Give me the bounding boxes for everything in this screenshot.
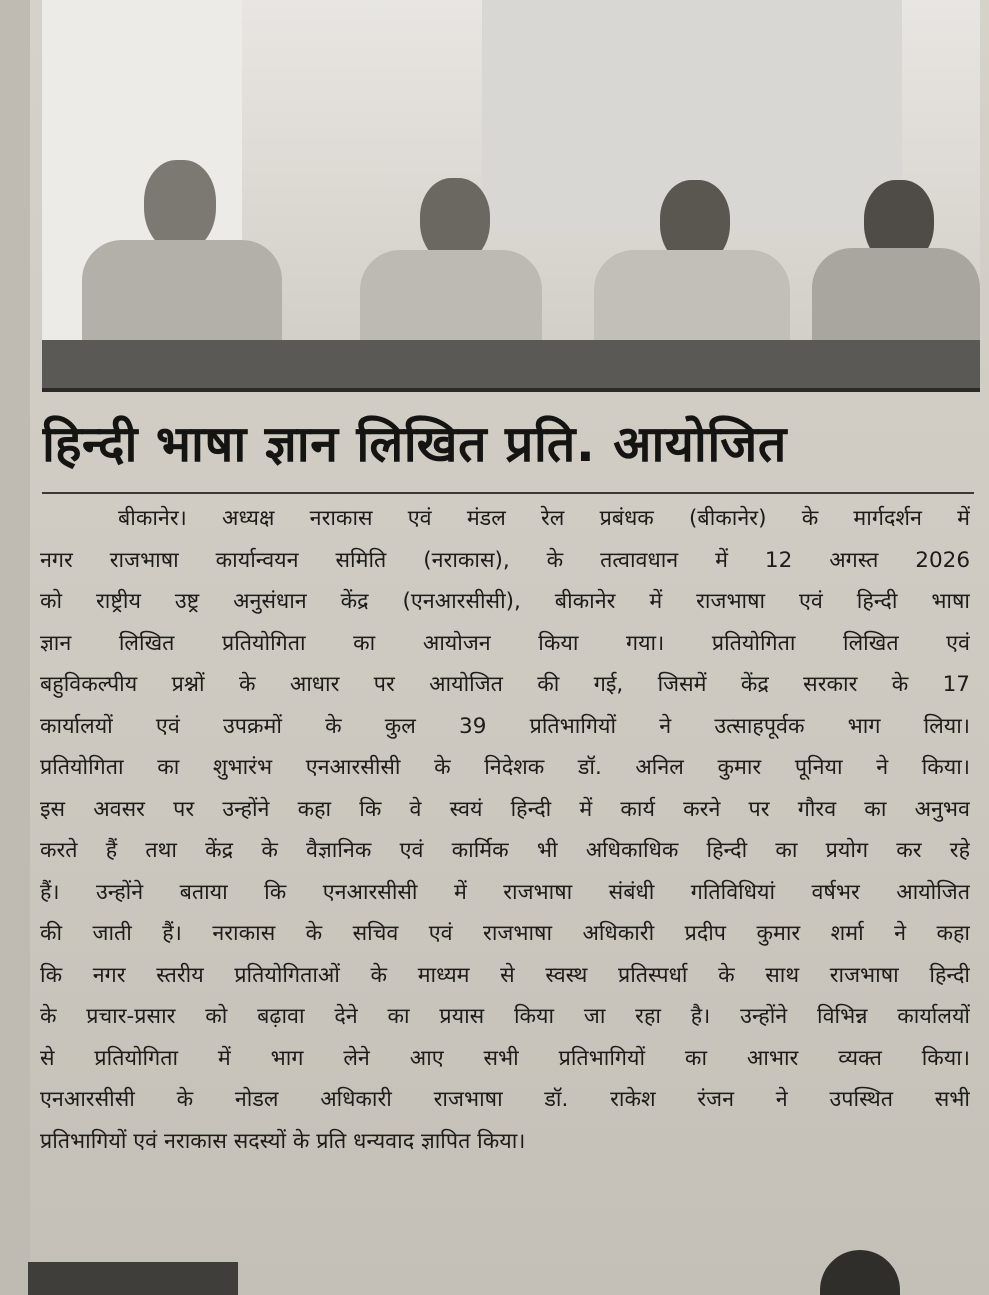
article-line: हैं। उन्होंने बताया कि एनआरसीसी में राजभाषा संबंधी गतिविधियां वर्षभर आयोजित [40, 879, 970, 905]
article-line: ज्ञान लिखित प्रतियोगिता का आयोजन किया गया। प्रतियोगिता लिखित एवं [40, 630, 970, 656]
article-line: की जाती हैं। नराकास के सचिव एवं राजभाषा अधिकारी प्रदीप कुमार शर्मा ने कहा [40, 921, 970, 946]
page-edge [0, 0, 30, 1295]
article-line: करते हैं तथा केंद्र के वैज्ञानिक एवं कार्मिक भी अधिकाधिक हिन्दी का प्रयोग कर रहे [40, 838, 970, 863]
article-line: एनआरसीसी के नोडल अधिकारी राजभाषा डॉ. राकेश रंजन ने उपस्थित सभी [40, 1087, 970, 1112]
news-photo [42, 0, 980, 388]
article-line: बहुविकल्पीय प्रश्नों के आधार पर आयोजित की गई, जिसमें केंद्र सरकार के 17 [40, 672, 970, 697]
article-line: से प्रतियोगिता में भाग लेने आए सभी प्रतिभागियों का आभार व्यक्त किया। [40, 1045, 970, 1071]
article-line: प्रतिभागियों एवं नराकास सदस्यों के प्रति धन्यवाद ज्ञापित किया। [40, 1128, 526, 1154]
next-article-photo [820, 1250, 900, 1295]
article-line: इस अवसर पर उन्होंने कहा कि वे स्वयं हिन्दी में कार्य करने पर गौरव का अनुभव [40, 796, 970, 822]
article-line: प्रतियोगिता का शुभारंभ एनआरसीसी के निदेशक डॉ. अनिल कुमार पूनिया ने किया। [40, 755, 970, 780]
article-line: नगर राजभाषा कार्यान्वयन समिति (नराकास), के तत्वावधान में 12 अगस्त 2026 [40, 547, 970, 573]
next-article-photo [28, 1262, 238, 1295]
photo-table [42, 340, 980, 388]
article-line: के प्रचार-प्रसार को बढ़ावा देने का प्रयास किया जा रहा है। उन्होंने विभिन्न कार्यालयों [40, 1004, 970, 1029]
headline: हिन्दी भाषा ज्ञान लिखित प्रति. आयोजित [42, 415, 787, 473]
article-line: बीकानेर। अध्यक्ष नराकास एवं मंडल रेल प्रबंधक (बीकानेर) के मार्गदर्शन में [118, 506, 970, 531]
headline-rule [42, 492, 974, 494]
photo-bottom-rule [42, 388, 980, 392]
article-line: कि नगर स्तरीय प्रतियोगिताओं के माध्यम से स्वस्थ प्रतिस्पर्धा के साथ राजभाषा हिन्दी [40, 962, 970, 988]
article-line: को राष्ट्रीय उष्ट्र अनुसंधान केंद्र (एनआरसीसी), बीकानेर में राजभाषा एवं हिन्दी भाषा [40, 589, 970, 614]
article-body [40, 498, 970, 1162]
article-line: कार्यालयों एवं उपक्रमों के कुल 39 प्रतिभागियों ने उत्साहपूर्वक भाग लिया। [40, 713, 970, 739]
